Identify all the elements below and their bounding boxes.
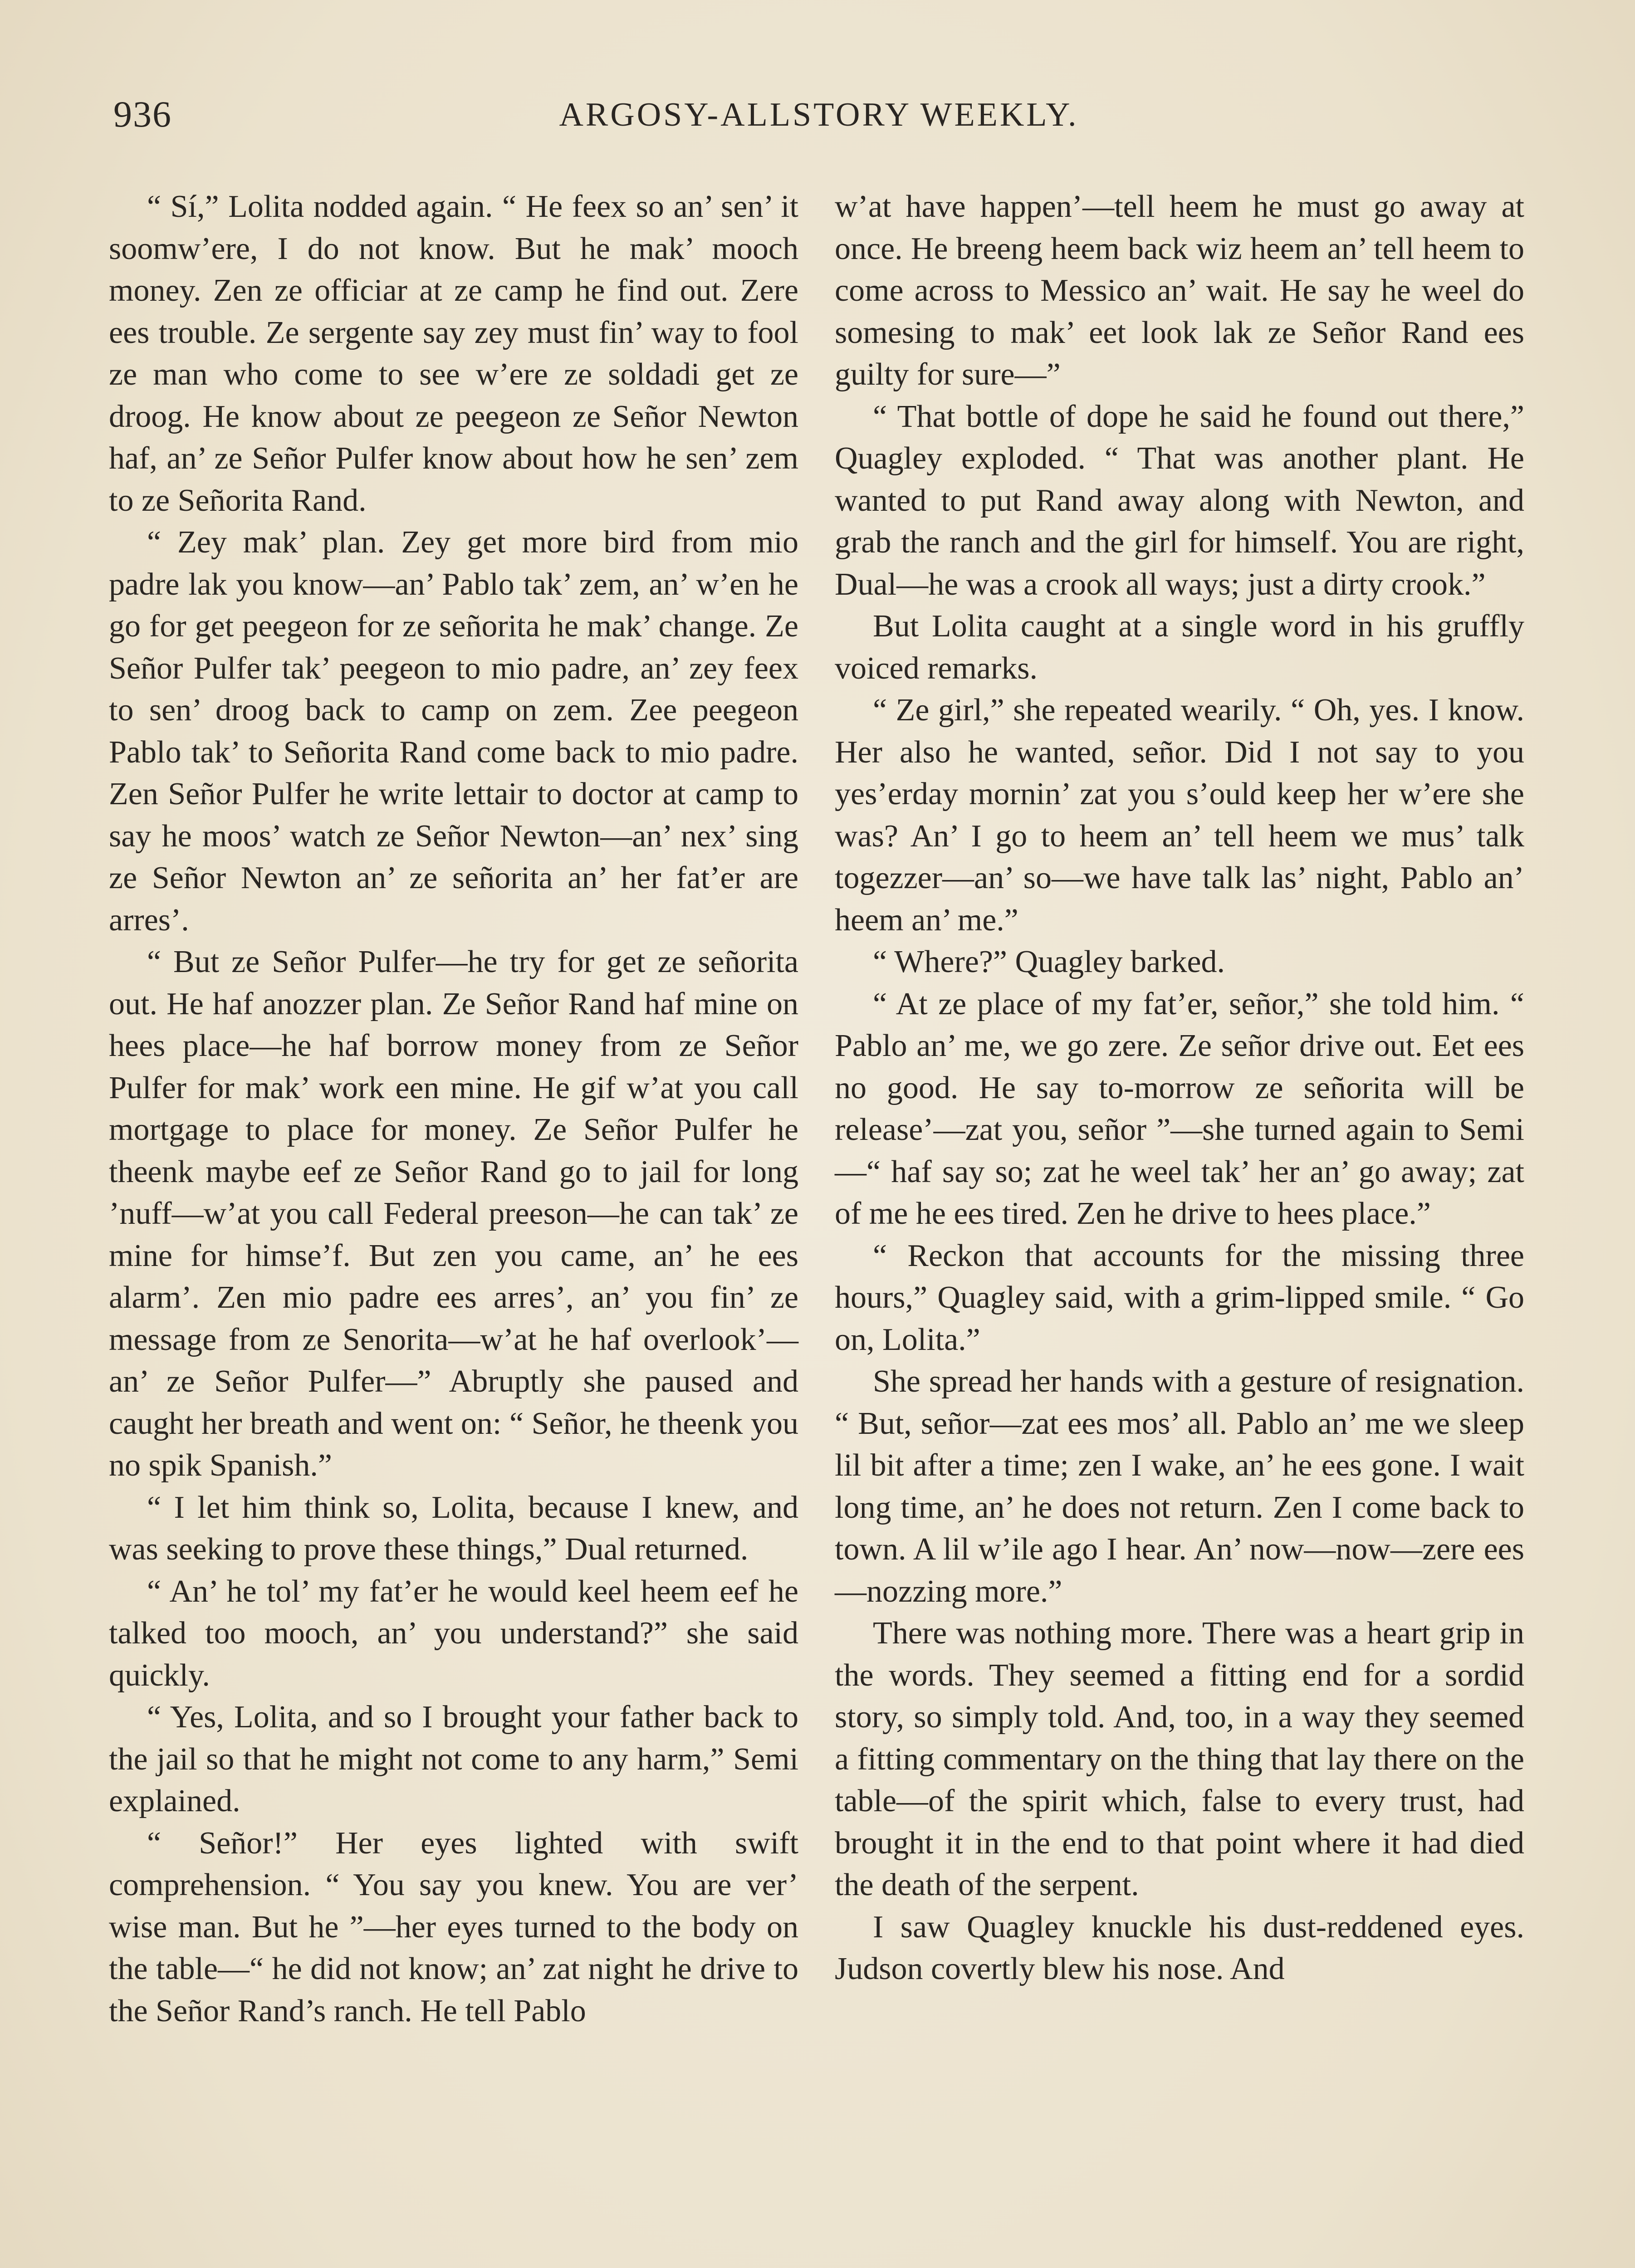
left-column	[109, 186, 798, 2032]
paragraph: “ An’ he tol’ my fat’er he would keel heem eef he talked too mooch, an’ you understand?” she said quickly.	[109, 1574, 798, 1693]
paragraph: She spread her hands with a gesture of resignation. “ But, señor—zat ees mos’ all. Pablo an’ me we sleep lil bit after a time; zen I wake, an’ he ees gone. I wait long time, an’ he does not return. Zen I come back to town. A lil w’ile ago I hear. An’ now—now—zere ees—nozzing more.”	[835, 1364, 1524, 1609]
paragraph: There was nothing more. There was a heart grip in the words. They seemed a fitting end for a sordid story, so simply told. And, too, in a way they seemed a fitting commentary on the thing that lay there on the table—of the spirit which, false to every trust, had brought it in the end to that point where it had died the death of the serpent.	[835, 1616, 1524, 1902]
paragraph: “ Reckon that accounts for the missing three hours,” Quagley said, with a grim-lipped smile. “ Go on, Lolita.”	[835, 1238, 1524, 1357]
paragraph: But Lolita caught at a single word in his gruffly voiced remarks.	[835, 609, 1524, 686]
paragraph: I saw Quagley knuckle his dust-reddened eyes. Judson covertly blew his nose. And	[835, 1909, 1524, 1986]
paragraph: “ Señor!” Her eyes lighted with swift comprehension. “ You say you knew. You are ver’ wise man. But he ”—her eyes turned to the body on the table—“ he did not know; an’ zat night he drive to the Señor Rand’s ranch. He tell Pablo	[109, 1825, 798, 2028]
page-header	[113, 93, 1524, 143]
paragraph: “ That bottle of dope he said he found out there,” Quagley exploded. “ That was another plant. He wanted to put Rand away along with Newton, and grab the ranch and the girl for himself. You are right, Dual—he was a crook all ways; just a dirty crook.”	[835, 399, 1524, 602]
paragraph: “ But ze Señor Pulfer—he try for get ze señorita out. He haf anozzer plan. Ze Señor Rand haf mine on hees place—he haf borrow money from ze Señor Pulfer for mak’ work een mine. He gif w’at you call mortgage to place for money. Ze Señor Pulfer he theenk maybe eef ze Señor Rand go to jail for long ’nuff—w’at you call Federal preeson—he can tak’ ze mine for himse’f. But zen you came, an’ he ees alarm’. Zen mio padre ees arres’, an’ you fin’ ze message from ze Senorita—w’at he haf overlook’—an’ ze Señor Pulfer—” Abruptly she paused and caught her breath and went on: “ Señor, he theenk you no spik Spanish.”	[109, 944, 798, 1483]
paragraph: “ Where?” Quagley barked.	[873, 944, 1225, 979]
paragraph: “ Ze girl,” she repeated wearily. “ Oh, yes. I know. Her also he wanted, señor. Did I not say to you yes’erday mornin’ zat you s’ould keep her w’ere she was? An’ I go to heem an’ tell heem we mus’ talk togezzer—an’ so—we have talk las’ night, Pablo an’ heem an’ me.”	[835, 693, 1524, 938]
paragraph: “ Yes, Lolita, and so I brought your father back to the jail so that he might not come to any harm,” Semi explained.	[109, 1700, 798, 1818]
page-number: 936	[113, 93, 172, 135]
paragraph: w’at have happen’—tell heem he must go away at once. He breeng heem back wiz heem an’ tell heem to come across to Messico an’ wait. He say he weel do somesing to mak’ eet look lak ze Señor Rand ees guilty for sure—”	[835, 189, 1524, 392]
paragraph: “ I let him think so, Lolita, because I knew, and was seeking to prove these things,” Dual returned.	[109, 1490, 798, 1567]
running-title: ARGOSY-ALLSTORY WEEKLY.	[559, 96, 1079, 133]
paragraph: “ Sí,” Lolita nodded again. “ He feex so an’ sen’ it soomw’ere, I do not know. But he mak’ mooch money. Zen ze officiar at ze camp he find out. Zere ees trouble. Ze sergente say zey must fin’ way to fool ze man who come to see w’ere ze soldadi get ze droog. He know about ze peegeon ze Señor Newton haf, an’ ze Señor Pulfer know about how he sen’ zem to ze Señorita Rand.	[109, 189, 798, 518]
paragraph: “ Zey mak’ plan. Zey get more bird from mio padre lak you know—an’ Pablo tak’ zem, an’ w’en he go for get peegeon for ze señorita he mak’ change. Ze Señor Pulfer tak’ peegeon to mio padre, an’ zey feex to sen’ droog back to camp on zem. Zee peegeon Pablo tak’ to Señorita Rand come back to mio padre. Zen Señor Pulfer he write lettair to doctor at camp to say he moos’ watch ze Señor Newton—an’ nex’ sing ze Señor Newton an’ ze señorita an’ her fat’er are arres’.	[109, 525, 798, 938]
paragraph: “ At ze place of my fat’er, señor,” she told him. “ Pablo an’ me, we go zere. Ze señor drive out. Eet ees no good. He say to-morrow ze señorita will be release’—zat you, señor ”—she turned again to Semi—“ haf say so; zat he weel tak’ her an’ go away; zat of me he ees tired. Zen he drive to hees place.”	[835, 986, 1524, 1231]
right-column	[835, 186, 1524, 1990]
